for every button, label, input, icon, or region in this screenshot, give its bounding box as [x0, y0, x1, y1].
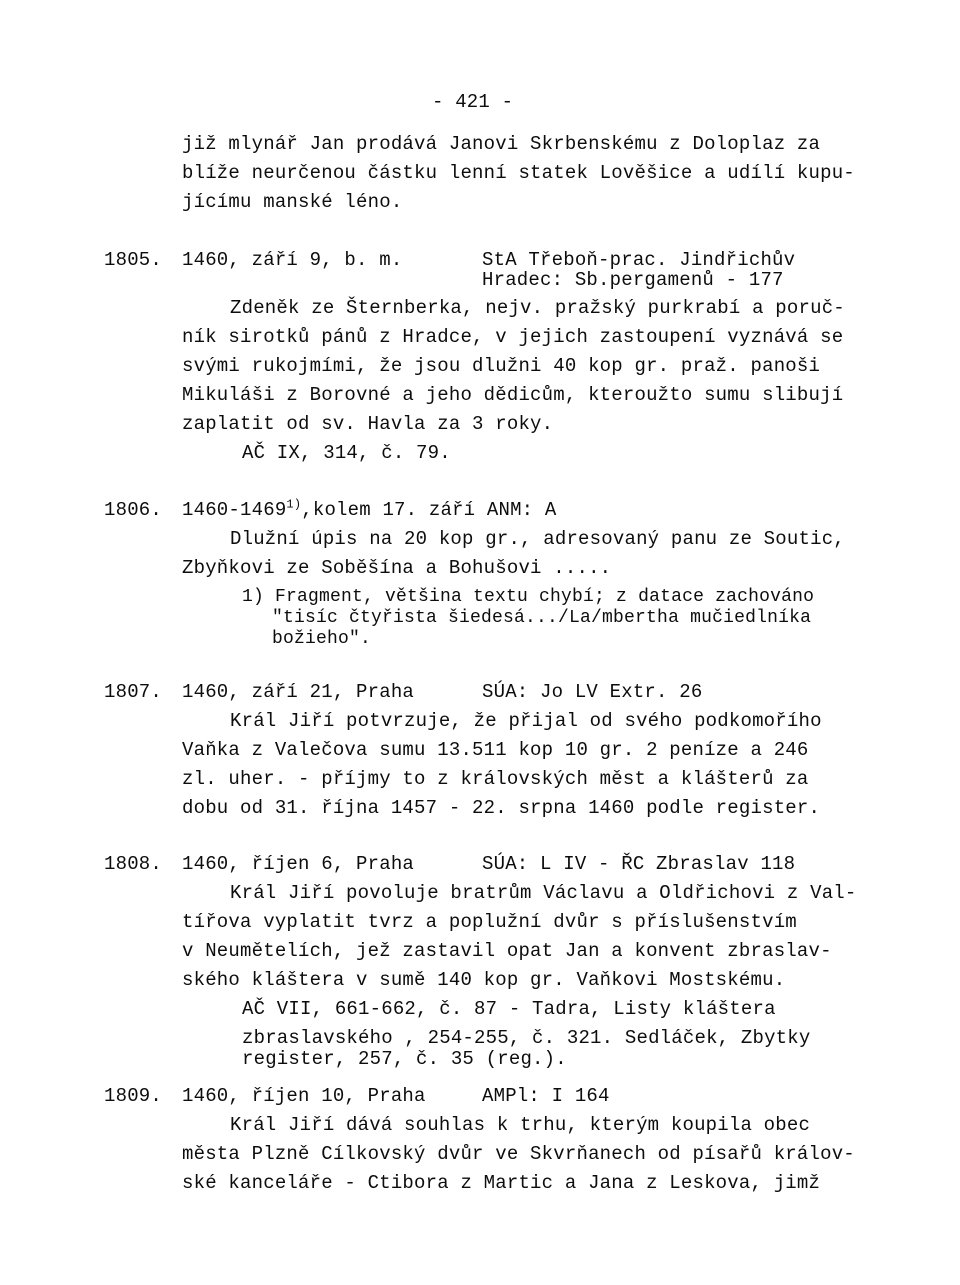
entry-reference: AČ VII, 661-662, č. 87 - Tadra, Listy kláštera — [242, 998, 776, 1020]
entry-body-line: dobu od 31. října 1457 - 22. srpna 1460 podle register. — [182, 797, 821, 819]
entry-body-line: Zbyňkovi ze Soběšína a Bohušovi ..... — [182, 557, 612, 579]
entry-date-range: 1460-1469 — [182, 499, 287, 521]
entry-date: 1460, říjen 6, Praha — [182, 853, 415, 875]
entry-number: 1805. — [104, 249, 163, 271]
entry-date — [182, 498, 556, 522]
entry-body-line: Dlužní úpis na 20 kop gr., adresovaný panu ze Soutic, — [230, 528, 845, 550]
entry-reference: AČ IX, 314, č. 79. — [242, 442, 451, 464]
entry-date: 1460, září 21, Praha — [182, 681, 415, 703]
entry-reference: register, 257, č. 35 (reg.). — [242, 1048, 567, 1070]
entry-body-line: Mikuláši z Borovné a jeho dědicům, kteroužto sumu slibují — [182, 384, 844, 406]
entry-source: StA Třeboň-prac. Jindřichův — [482, 249, 796, 271]
entry-body-line: Král Jiří povoluje bratrům Václavu a Oldřichovi z Val- — [230, 882, 857, 904]
entry-body-line: ského kláštera v sumě 140 kop gr. Vaňkovi Mostskému. — [182, 969, 786, 991]
entry-body-line: Král Jiří dává souhlas k trhu, kterým koupila obec — [230, 1114, 811, 1136]
entry-source: AMPl: I 164 — [482, 1085, 610, 1107]
entry-number: 1807. — [104, 681, 163, 703]
footnote-line: 1) Fragment, většina textu chybí; z datace zachováno — [242, 587, 815, 607]
entry-body-line: tířova vyplatit tvrz a poplužní dvůr s příslušenstvím — [182, 911, 797, 933]
footnote-marker: 1) — [286, 497, 302, 512]
entry-body-line: v Neumětelích, jež zastavil opat Jan a konvent zbraslav- — [182, 940, 832, 962]
entry-source: SÚA: Jo LV Extr. 26 — [482, 681, 703, 703]
entry-date: 1460, září 9, b. m. — [182, 249, 403, 271]
intro-line: jícímu manské léno. — [182, 191, 403, 213]
entry-body-line: svými rukojmími, že jsou dlužni 40 kop gr. praž. panoši — [182, 355, 821, 377]
entry-number: 1809. — [104, 1085, 163, 1107]
entry-source: Hradec: Sb.pergamenů - 177 — [482, 269, 784, 291]
entry-body-line: ník sirotků pánů z Hradce, v jejich zastoupení vyznává se — [182, 326, 844, 348]
entry-body-line: Vaňka z Valečova sumu 13.511 kop 10 gr. 2 peníze a 246 — [182, 739, 809, 761]
entry-date-rest: ,kolem 17. září ANM: A — [301, 499, 557, 521]
intro-line: blíže neurčenou částku lenní statek Lověšice a udílí kupu- — [182, 162, 855, 184]
page-number: - 421 - — [432, 91, 514, 113]
entry-body-line: města Plzně Cílkovský dvůr ve Skvrňanech od písařů králov- — [182, 1143, 855, 1165]
entry-number: 1806. — [104, 499, 163, 521]
intro-line: již mlynář Jan prodává Janovi Skrbenskému z Doloplaz za — [182, 133, 821, 155]
entry-date: 1460, říjen 10, Praha — [182, 1085, 426, 1107]
footnote-line: "tisíc čtyřista šiedesá.../La/mbertha mučiedlníka — [272, 608, 812, 628]
entry-body-line: Zdeněk ze Šternberka, nejv. pražský purkrabí a poruč- — [230, 297, 845, 319]
entry-body-line: zaplatit od sv. Havla za 3 roky. — [182, 413, 554, 435]
entry-number: 1808. — [104, 853, 163, 875]
entry-source: SÚA: L IV - ŘC Zbraslav 118 — [482, 853, 796, 875]
entry-body-line: ské kanceláře - Ctibora z Martic a Jana z Leskova, jimž — [182, 1172, 821, 1194]
footnote-line: božieho". — [272, 629, 372, 649]
entry-body-line: zl. uher. - příjmy to z královských měst a klášterů za — [182, 768, 809, 790]
entry-reference: zbraslavského , 254-255, č. 321. Sedláček, Zbytky — [242, 1027, 811, 1049]
entry-body-line: Král Jiří potvrzuje, že přijal od svého podkomořího — [230, 710, 822, 732]
